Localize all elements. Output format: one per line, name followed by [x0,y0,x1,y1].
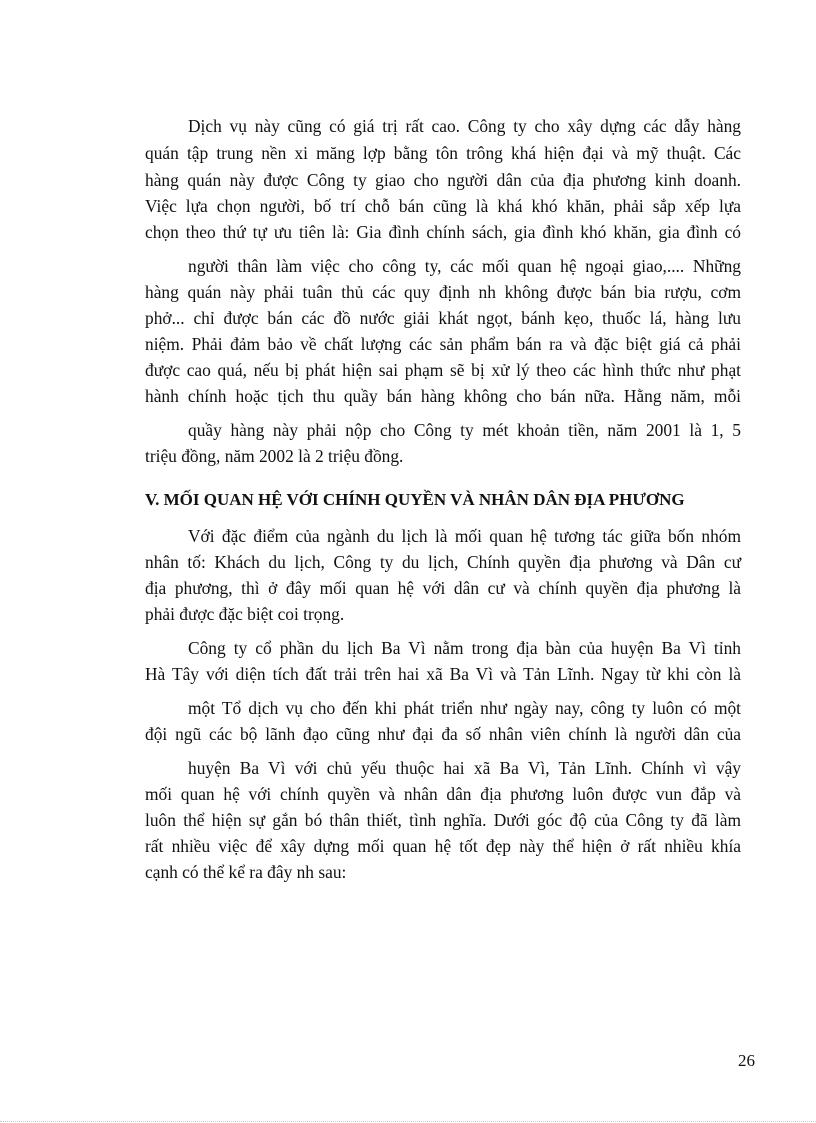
paragraph-line: hàng quán này phải tuân thủ các quy định nh không được bán bia rượu, cơm [145,282,741,302]
paragraph-line: triệu đồng, năm 2002 là 2 triệu đồng. [145,446,404,466]
paragraph-line: huyện Ba Vì với chủ yếu thuộc hai xã Ba Vì, Tản Lĩnh. Chính vì vậy [188,758,741,778]
paragraph-line: được cao quá, nếu bị phát hiện sai phạm sẽ bị xử lý theo các hình thức như phạt [145,360,741,380]
paragraph-line: nhân tố: Khách du lịch, Công ty du lịch, Chính quyền địa phương và Dân cư [145,552,741,572]
paragraph-line: cạnh có thể kể ra đây nh sau: [145,862,347,882]
paragraph-line: hàng quán này được Công ty giao cho người dân của địa phương kinh doanh. [145,170,741,190]
paragraph-line: mối quan hệ với chính quyền và nhân dân địa phương luôn được vun đắp và [145,784,741,804]
paragraph-line: người thân làm việc cho công ty, các mối quan hệ ngoại giao,.... Những [188,256,741,276]
paragraph-line: một Tổ dịch vụ cho đến khi phát triển như ngày nay, công ty luôn có một [188,698,741,718]
paragraph-line: luôn thể hiện sự gắn bó thân thiết, tình nghĩa. Dưới góc độ của Công ty đã làm [145,810,741,830]
page-number: 26 [738,1051,755,1070]
paragraph-line: rất nhiều việc để xây dựng mối quan hệ tốt đẹp này thể hiện ở rất nhiều khía [145,836,741,856]
page-bottom-divider [0,1121,816,1122]
paragraph-line: Công ty cổ phần du lịch Ba Vì nằm trong địa bàn của huyện Ba Vì tỉnh [188,638,741,658]
paragraph-line: hành chính hoặc tịch thu quầy bán hàng không cho bán nữa. Hằng năm, mỗi [145,386,741,406]
paragraph-line: Với đặc điểm của ngành du lịch là mối quan hệ tương tác giữa bốn nhóm [188,526,741,546]
paragraph-line: địa phương, thì ở đây mối quan hệ với dân cư và chính quyền địa phương là [145,578,741,598]
paragraph-line: Hà Tây với diện tích đất trải trên hai xã Ba Vì và Tản Lĩnh. Ngay từ khi còn là [145,664,741,684]
paragraph-line: Việc lựa chọn người, bố trí chỗ bán cũng là khá khó khăn, phải sắp xếp lựa [145,196,741,216]
paragraph-line: niệm. Phải đảm bảo về chất lượng các sản phẩm bán ra và đặc biệt giá cả phải [145,334,741,354]
paragraph-line: phải được đặc biệt coi trọng. [145,604,345,624]
paragraph-line: đội ngũ các bộ lãnh đạo cũng như đại đa số nhân viên chính là người dân của [145,724,741,744]
paragraph-line: Dịch vụ này cũng có giá trị rất cao. Công ty cho xây dựng các dẫy hàng [188,116,741,136]
paragraph-line: chọn theo thứ tự ưu tiên là: Gia đình chính sách, gia đình khó khăn, gia đình có [145,222,741,242]
paragraph-line: quầy hàng này phải nộp cho Công ty mét khoản tiền, năm 2001 là 1, 5 [188,420,741,440]
section-heading: V. MỐI QUAN HỆ VỚI CHÍNH QUYỀN VÀ NHÂN DÂN ĐỊA PHƯƠNG [145,490,685,509]
paragraph-line: quán tập trung nền xi măng lợp bằng tôn trông khá hiện đại và mỹ thuật. Các [145,143,741,163]
paragraph-line: phở... chỉ được bán các đồ nước giải khát ngọt, bánh kẹo, thuốc lá, hàng lưu [145,308,741,328]
